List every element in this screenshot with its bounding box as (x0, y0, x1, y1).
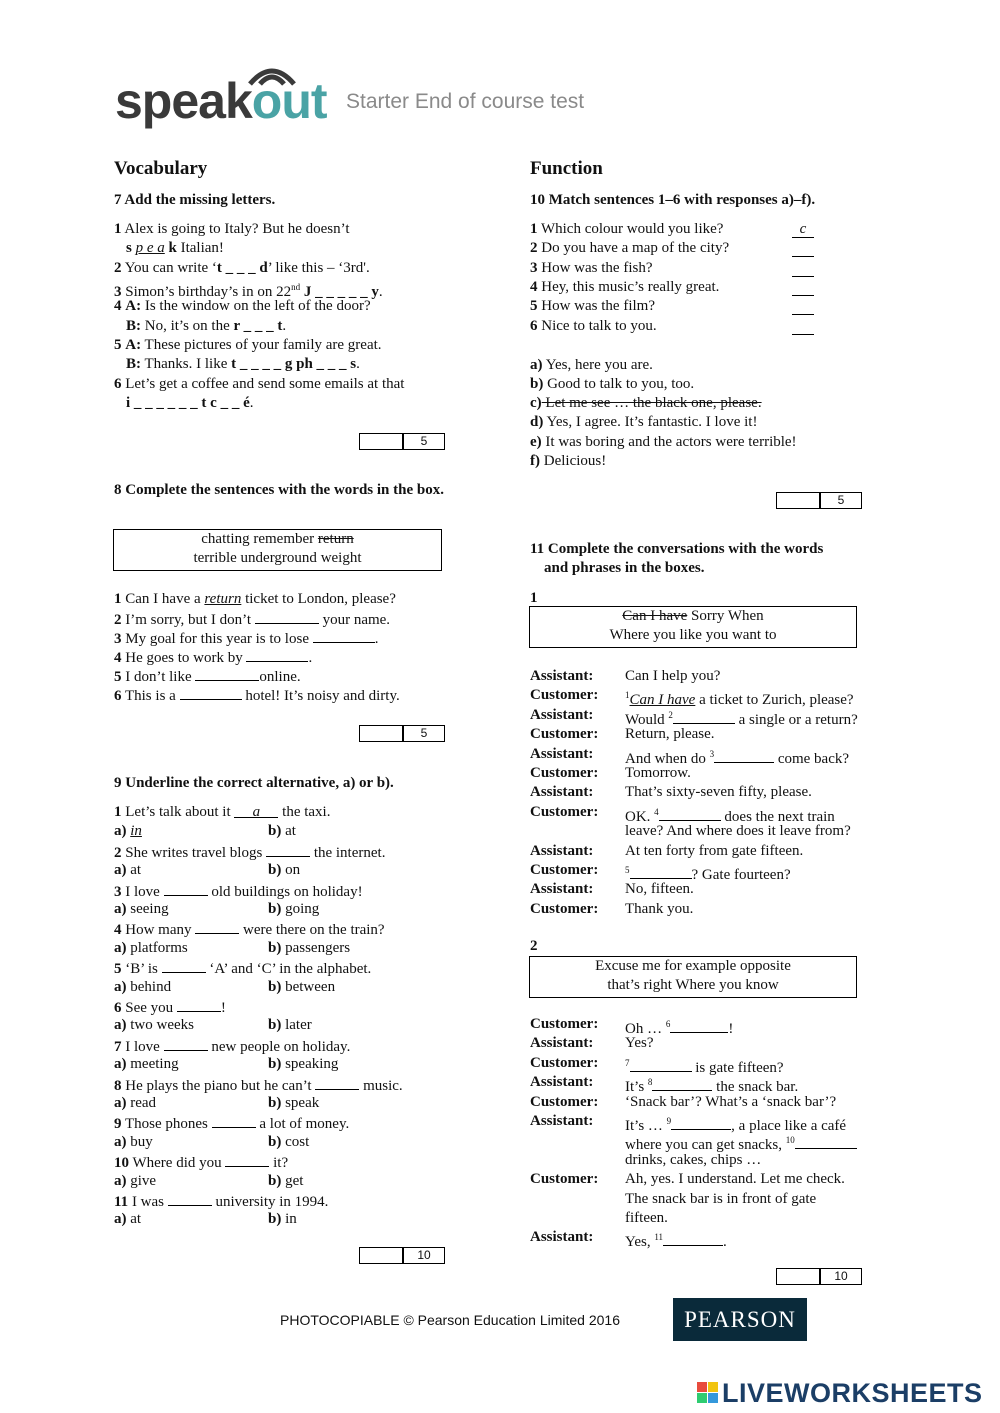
function-title: Function (530, 158, 603, 179)
ex10-response-f: f) Delicious! (530, 453, 607, 469)
ex7-line-4: 4 A: Is the window on the left of the door? (114, 298, 371, 314)
ex9-question-2: 2 She writes travel blogs the internet. (114, 842, 385, 863)
ex9-option-b-2[interactable]: b) on (268, 862, 301, 879)
ex10-item-6: 6 Nice to talk to you. (530, 317, 830, 336)
ex10-instruction: 10 Match sentences 1–6 with responses a)–f). (530, 192, 816, 208)
ex11-blank-4[interactable] (659, 806, 721, 821)
vocabulary-title: Vocabulary (114, 158, 208, 179)
ex7-line-5b: B: Thanks. I like t _ _ _ _ g ph _ _ _ s. (126, 356, 360, 372)
conversation-1-number: 1 (530, 590, 538, 606)
ex7-line-6: 6 Let’s get a coffee and send some emails at that (114, 376, 405, 392)
liveworksheets-logo: LIVEWORKSHEETS (722, 1378, 983, 1408)
ex9-blank-1[interactable]: a (234, 803, 278, 818)
ex7-line-6b: i _ _ _ _ _ _ t c _ _ é. (126, 395, 254, 411)
ex11-blank-6[interactable] (670, 1018, 728, 1033)
ex10-score-box[interactable]: 5 (776, 492, 862, 509)
ex8-blank-6[interactable] (180, 685, 242, 700)
ex9-blank-8[interactable] (315, 1075, 359, 1090)
conversation-2-box: Excuse me for example opposite that’s right Where you know (529, 956, 857, 998)
ex9-option-b-11[interactable]: b) in (268, 1211, 297, 1228)
ex9-option-b-9[interactable]: b) cost (268, 1133, 310, 1150)
ex9-blank-2[interactable] (266, 842, 310, 857)
ex9-blank-10[interactable] (225, 1152, 269, 1167)
ex9-option-a-10[interactable]: a) give (114, 1172, 157, 1189)
ex9-instruction: 9 Underline the correct alternative, a) or b). (114, 775, 394, 791)
ex10-item-3: 3 How was the fish? (530, 259, 830, 278)
ex9-option-a-11[interactable]: a) at (114, 1211, 142, 1228)
ex9-blank-5[interactable] (162, 958, 206, 973)
conversation-2-number: 2 (530, 938, 538, 954)
speakout-logo (115, 60, 340, 128)
ex9-score-box[interactable]: 10 (359, 1247, 445, 1264)
ex8-line-4: 4 He goes to work by . (114, 647, 312, 668)
ex7-line-1: 1 Alex is going to Italy? But he doesn’t (114, 221, 350, 237)
ex8-line-2: 2 I’m sorry, but I don’t your name. (114, 609, 390, 630)
ex9-option-a-7[interactable]: a) meeting (114, 1056, 179, 1073)
ex9-blank-11[interactable] (168, 1191, 212, 1206)
liveworksheets-logo-icon (697, 1382, 719, 1404)
ex9-question-5: 5 ‘B’ is ‘A’ and ‘C’ in the alphabet. (114, 958, 371, 979)
ex11-blank-3[interactable] (714, 748, 774, 763)
ex9-option-a-6[interactable]: a) two weeks (114, 1017, 194, 1034)
ex7-line-4b: B: No, it’s on the r _ _ _ t. (126, 318, 287, 334)
ex8-blank-4[interactable] (246, 647, 308, 662)
conversation-1-box: Can I have Sorry When Where you like you want to (529, 606, 857, 648)
ex8-line-5: 5 I don’t like online. (114, 666, 301, 687)
ex8-blank-3[interactable] (313, 628, 375, 643)
ex10-response-d: d) Yes, I agree. It’s fantastic. I love it! (530, 414, 758, 430)
ex10-item-1: 1 Which colour would you like? c (530, 220, 830, 239)
ex10-item-2: 2 Do you have a map of the city? (530, 239, 830, 258)
ex8-line-1: 1 Can I have a return ticket to London, please? (114, 591, 396, 607)
ex9-question-8: 8 He plays the piano but he can’t music. (114, 1075, 403, 1096)
ex10-answer-3[interactable] (792, 259, 814, 277)
ex9-option-b-4[interactable]: b) passengers (268, 939, 351, 956)
ex8-word-box: chatting remember return terrible underground weight (113, 529, 442, 571)
ex9-blank-4[interactable] (195, 919, 239, 934)
ex7-instruction: 7 Add the missing letters. (114, 192, 276, 208)
ex9-question-7: 7 I love new people on holiday. (114, 1036, 350, 1057)
ex8-line-6: 6 This is a hotel! It’s noisy and dirty. (114, 685, 400, 706)
ex9-option-a-1[interactable]: a) in (114, 823, 142, 840)
ex10-answer-4[interactable] (792, 278, 814, 296)
ex9-question-4: 4 How many were there on the train? (114, 919, 385, 940)
ex9-blank-7[interactable] (164, 1036, 208, 1051)
ex7-line-3: 3 Simon’s birthday’s in on 22nd J _ _ _ _ _ y. (114, 282, 383, 300)
ex11-instruction: 11 Complete the conversations with the words (530, 541, 824, 557)
ex9-option-a-5[interactable]: a) behind (114, 978, 172, 995)
ex9-option-b-1[interactable]: b) at (268, 823, 296, 840)
ex9-question-3: 3 I love old buildings on holiday! (114, 881, 363, 902)
ex11-blank-8[interactable] (652, 1076, 712, 1091)
ex9-blank-6[interactable] (177, 997, 221, 1012)
ex9-blank-3[interactable] (164, 881, 208, 896)
ex10-response-e: e) It was boring and the actors were terrible! (530, 434, 797, 450)
ex10-answer-2[interactable] (792, 239, 814, 257)
ex10-response-b: b) Good to talk to you, too. (530, 376, 695, 392)
ex9-question-10: 10 Where did you it? (114, 1152, 288, 1173)
ex8-blank-2[interactable] (255, 609, 319, 624)
ex10-answer-1[interactable]: c (792, 220, 814, 238)
ex11-blank-11[interactable] (663, 1231, 723, 1246)
ex9-option-a-4[interactable]: a) platforms (114, 939, 188, 956)
copyright-footer: PHOTOCOPIABLE © Pearson Education Limited 2016 (280, 1312, 621, 1328)
ex9-option-b-3[interactable]: b) going (268, 901, 320, 917)
ex9-option-a-8[interactable]: a) read (114, 1095, 157, 1111)
ex9-option-a-2[interactable]: a) at (114, 862, 142, 879)
ex11-blank-10[interactable] (795, 1134, 857, 1149)
ex8-instruction: 8 Complete the sentences with the words in the box. (114, 482, 444, 498)
ex9-question-9: 9 Those phones a lot of money. (114, 1113, 349, 1134)
ex10-answer-6[interactable] (792, 317, 814, 335)
ex8-blank-5[interactable] (195, 666, 259, 681)
page-subtitle: Starter End of course test (346, 90, 585, 113)
ex10-response-c: c) Let me see … the black one, please. (530, 395, 762, 411)
ex8-score-box[interactable]: 5 (359, 725, 445, 742)
ex8-line-3: 3 My goal for this year is to lose . (114, 628, 378, 649)
ex11-blank-9[interactable] (671, 1115, 731, 1130)
ex10-answer-5[interactable] (792, 297, 814, 315)
ex7-line-2: 2 You can write ‘t _ _ _ d’ like this – ‘3rd'. (114, 260, 370, 276)
ex10-item-4: 4 Hey, this music’s really great. (530, 278, 830, 297)
ex9-option-b-7[interactable]: b) speaking (268, 1056, 339, 1073)
ex11-blank-5[interactable] (630, 864, 692, 879)
ex11-blank-2[interactable] (673, 709, 735, 724)
ex9-question-6: 6 See you ! (114, 997, 226, 1018)
ex7-line-5: 5 A: These pictures of your family are great. (114, 337, 382, 353)
pearson-logo: PEARSON (673, 1298, 807, 1341)
ex9-blank-9[interactable] (212, 1113, 256, 1128)
ex9-option-b-6[interactable]: b) later (268, 1017, 312, 1034)
ex11-blank-7[interactable] (630, 1057, 692, 1072)
ex11-score-box[interactable]: 10 (776, 1268, 862, 1285)
logo-speak: speak (115, 73, 252, 129)
ex9-option-b-8[interactable]: b) speak (268, 1095, 320, 1111)
ex7-score-box[interactable]: 5 (359, 433, 445, 450)
ex9-option-a-9[interactable]: a) buy (114, 1133, 153, 1150)
logo-out: out (251, 73, 327, 129)
ex10-item-5: 5 How was the film? (530, 297, 830, 316)
ex9-option-a-3[interactable]: a) seeing (114, 901, 169, 917)
ex11-instruction-2: and phrases in the boxes. (544, 560, 705, 576)
ex9-question-1: 1 Let’s talk about it a the taxi. (114, 804, 331, 820)
ex9-option-b-5[interactable]: b) between (268, 978, 336, 995)
ex9-question-11: 11 I was university in 1994. (114, 1191, 328, 1212)
ex7-line-1b: s p e a k Italian! (126, 240, 224, 256)
ex9-option-b-10[interactable]: b) get (268, 1172, 304, 1189)
ex10-response-a: a) Yes, here you are. (530, 357, 653, 373)
